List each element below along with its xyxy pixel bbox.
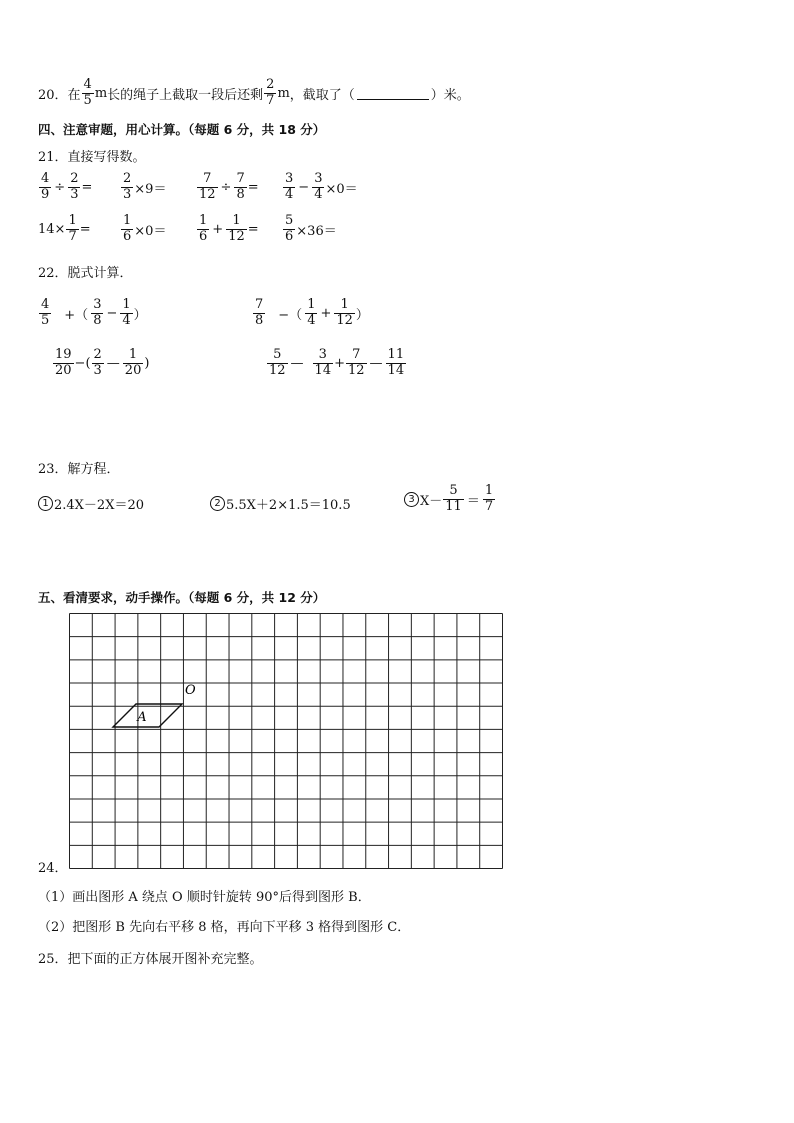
- q23-equation-2: 2 5.5X＋2×1.5＝10.5: [210, 494, 351, 513]
- q20-unit-2: m: [277, 85, 290, 101]
- q20-prefix: 20．在: [38, 87, 81, 103]
- q21-item-5: 14× $\frac{1}{7}$ =: [38, 213, 91, 244]
- q20-fraction-1: $\frac{4}{5}$: [83, 77, 92, 108]
- answer-blank[interactable]: [357, 87, 429, 100]
- q21-item-4: $\frac{3}{4}$ − $\frac{3}{4}$ ×0＝: [285, 171, 358, 202]
- q21-item-2: $\frac{2}{3}$ ×9＝: [123, 171, 167, 202]
- q20-suffix-a: ，截取了（: [289, 87, 355, 103]
- grid-lines: [70, 614, 503, 869]
- q21-item-3: $\frac{7}{12}$ ÷ $\frac{7}{8}$ =: [199, 171, 259, 202]
- q22-expression-4: $\frac{5}{12}$ — $\frac{3}{14}$ + $\frac{7}{12}$ — $\frac{11}{14}$: [269, 347, 405, 378]
- q24-label: 24．: [38, 861, 68, 876]
- q23-equation-3: 3 X－ $\frac{5}{11}$ ＝ $\frac{1}{7}$: [404, 484, 496, 515]
- q22-expression-1: $\frac{4}{5}$ +（ $\frac{3}{8}$ − $\frac{1}{4}$ ）: [41, 297, 147, 328]
- q21-item-6: $\frac{1}{6}$ ×0＝: [123, 213, 167, 244]
- q20-fraction-2: $\frac{2}{7}$: [266, 77, 275, 108]
- q24-grid[interactable]: [68, 612, 504, 870]
- shape-a-label: A: [137, 710, 147, 725]
- q21-item-1: $\frac{4}{9}$ ÷ $\frac{2}{3}$ =: [41, 171, 93, 202]
- q20-mid: 长的绳子上截取一段后还剩: [107, 87, 264, 103]
- q20-unit-1: m: [94, 85, 108, 101]
- point-o-label: O: [185, 683, 196, 698]
- q23-label: 23．解方程．: [38, 462, 120, 477]
- q23-equation-1: 1 2.4X－2X＝20: [38, 494, 144, 513]
- circled-number: 3: [404, 492, 419, 507]
- circled-number: 2: [210, 496, 225, 511]
- q25-label: 25．把下面的正方体展开图补充完整。: [38, 952, 263, 967]
- q22-expression-3: $\frac{19}{20}$ −( $\frac{2}{3}$ — $\frac{1}{20}$ ): [55, 347, 150, 378]
- q21-item-8: $\frac{5}{6}$ ×36＝: [285, 213, 337, 244]
- section-5-title: 五、看清要求，动手操作。（每题 6 分，共 12 分）: [38, 590, 326, 605]
- circled-number: 1: [38, 496, 53, 511]
- q20-suffix-b: ）米。: [430, 87, 470, 103]
- section-4-title: 四、注意审题，用心计算。（每题 6 分，共 18 分）: [38, 122, 326, 137]
- q21-item-7: $\frac{1}{6}$ + $\frac{1}{12}$ =: [199, 213, 259, 244]
- q22-expression-2: $\frac{7}{8}$ −（ $\frac{1}{4}$ + $\frac{1}{12}$ ）: [255, 297, 369, 328]
- shape-a-outline: [113, 704, 182, 727]
- q24-part-2: （2）把图形 B 先向右平移 8 格，再向下平移 3 格得到图形 C．: [38, 920, 411, 935]
- q22-label: 22．脱式计算．: [38, 266, 133, 281]
- q24-part-1: （1）画出图形 A 绕点 O 顺时针旋转 90°后得到图形 B．: [38, 890, 371, 905]
- question-20: [38, 78, 470, 109]
- q21-label: 21．直接写得数。: [38, 150, 146, 165]
